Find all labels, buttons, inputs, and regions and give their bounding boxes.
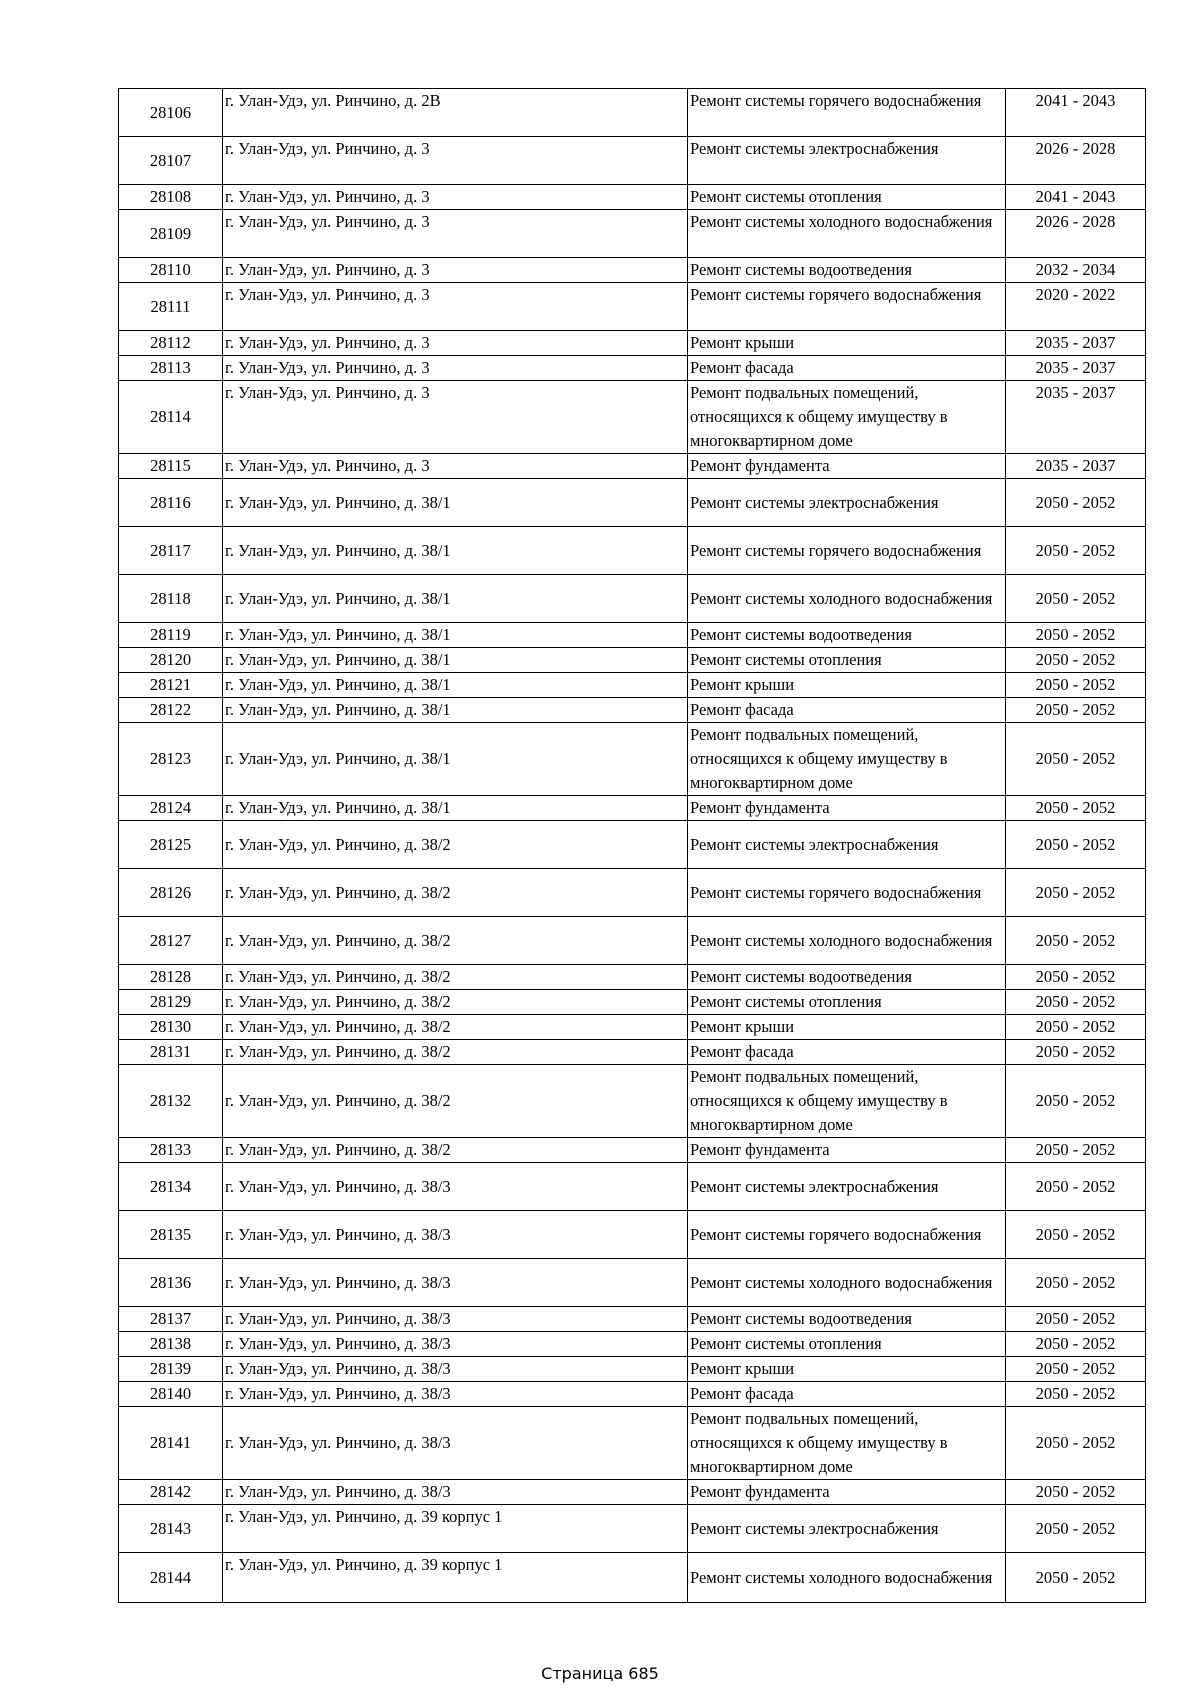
work-type-cell: Ремонт фундамента [688, 796, 1006, 821]
years-cell: 2041 - 2043 [1006, 89, 1146, 137]
page-number: Страница 685 [541, 1664, 659, 1683]
years-cell: 2026 - 2028 [1006, 210, 1146, 258]
years-cell: 2050 - 2052 [1006, 917, 1146, 965]
years-cell: 2050 - 2052 [1006, 1505, 1146, 1553]
address-cell: г. Улан-Удэ, ул. Ринчино, д. 38/3 [223, 1259, 688, 1307]
address-cell: г. Улан-Удэ, ул. Ринчино, д. 3 [223, 283, 688, 331]
years-cell: 2050 - 2052 [1006, 1015, 1146, 1040]
years-cell: 2035 - 2037 [1006, 381, 1146, 454]
table-row [119, 723, 1146, 796]
years-cell: 2050 - 2052 [1006, 1040, 1146, 1065]
address-cell: г. Улан-Удэ, ул. Ринчино, д. 38/3 [223, 1382, 688, 1407]
years-cell: 2050 - 2052 [1006, 965, 1146, 990]
work-type-cell: Ремонт системы водоотведения [688, 623, 1006, 648]
row-number: 28106 [119, 89, 223, 137]
row-number: 28113 [119, 356, 223, 381]
repair-schedule-table [118, 88, 1146, 1603]
row-number: 28143 [119, 1505, 223, 1553]
work-type-cell: Ремонт системы водоотведения [688, 965, 1006, 990]
row-number: 28115 [119, 454, 223, 479]
address-cell: г. Улан-Удэ, ул. Ринчино, д. 38/2 [223, 821, 688, 869]
address-cell: г. Улан-Удэ, ул. Ринчино, д. 38/2 [223, 1040, 688, 1065]
table-row [119, 990, 1146, 1015]
table-row [119, 1138, 1146, 1163]
row-number: 28119 [119, 623, 223, 648]
table-row [119, 1357, 1146, 1382]
row-number: 28125 [119, 821, 223, 869]
row-number: 28136 [119, 1259, 223, 1307]
address-cell: г. Улан-Удэ, ул. Ринчино, д. 3 [223, 381, 688, 454]
years-cell: 2035 - 2037 [1006, 356, 1146, 381]
work-type-cell: Ремонт системы холодного водоснабжения [688, 917, 1006, 965]
work-type-cell: Ремонт системы электроснабжения [688, 1163, 1006, 1211]
years-cell: 2050 - 2052 [1006, 1163, 1146, 1211]
years-cell: 2050 - 2052 [1006, 1357, 1146, 1382]
address-cell: г. Улан-Удэ, ул. Ринчино, д. 38/1 [223, 796, 688, 821]
table-row [119, 356, 1146, 381]
work-type-cell: Ремонт системы водоотведения [688, 1307, 1006, 1332]
row-number: 28122 [119, 698, 223, 723]
address-cell: г. Улан-Удэ, ул. Ринчино, д. 3 [223, 258, 688, 283]
table-row [119, 381, 1146, 454]
table-row [119, 185, 1146, 210]
years-cell: 2050 - 2052 [1006, 723, 1146, 796]
work-type-cell: Ремонт системы электроснабжения [688, 479, 1006, 527]
work-type-cell: Ремонт фундамента [688, 454, 1006, 479]
years-cell: 2041 - 2043 [1006, 185, 1146, 210]
table-row [119, 527, 1146, 575]
table-row [119, 1040, 1146, 1065]
table-row [119, 869, 1146, 917]
years-cell: 2050 - 2052 [1006, 821, 1146, 869]
work-type-cell: Ремонт системы горячего водоснабжения [688, 89, 1006, 137]
address-cell: г. Улан-Удэ, ул. Ринчино, д. 38/3 [223, 1407, 688, 1480]
work-type-cell: Ремонт системы отопления [688, 990, 1006, 1015]
work-type-cell: Ремонт системы горячего водоснабжения [688, 869, 1006, 917]
work-type-cell: Ремонт крыши [688, 1357, 1006, 1382]
years-cell: 2050 - 2052 [1006, 990, 1146, 1015]
address-cell: г. Улан-Удэ, ул. Ринчино, д. 38/3 [223, 1357, 688, 1382]
row-number: 28138 [119, 1332, 223, 1357]
address-cell: г. Улан-Удэ, ул. Ринчино, д. 38/2 [223, 990, 688, 1015]
table-row [119, 331, 1146, 356]
work-type-cell: Ремонт крыши [688, 1015, 1006, 1040]
work-type-cell: Ремонт фундамента [688, 1138, 1006, 1163]
work-type-cell: Ремонт системы холодного водоснабжения [688, 210, 1006, 258]
table-row [119, 454, 1146, 479]
table-row [119, 1505, 1146, 1553]
work-type-cell: Ремонт подвальных помещений, относящихся к общему имуществу в многоквартирном доме [688, 381, 1006, 454]
address-cell: г. Улан-Удэ, ул. Ринчино, д. 38/3 [223, 1480, 688, 1505]
table-row [119, 210, 1146, 258]
row-number: 28139 [119, 1357, 223, 1382]
table-row [119, 1307, 1146, 1332]
table-row [119, 821, 1146, 869]
row-number: 28120 [119, 648, 223, 673]
table-row [119, 283, 1146, 331]
row-number: 28121 [119, 673, 223, 698]
years-cell: 2050 - 2052 [1006, 479, 1146, 527]
address-cell: г. Улан-Удэ, ул. Ринчино, д. 38/2 [223, 1015, 688, 1040]
years-cell: 2050 - 2052 [1006, 1065, 1146, 1138]
table-row [119, 89, 1146, 137]
table-row [119, 648, 1146, 673]
table-row [119, 575, 1146, 623]
address-cell: г. Улан-Удэ, ул. Ринчино, д. 38/2 [223, 917, 688, 965]
address-cell: г. Улан-Удэ, ул. Ринчино, д. 3 [223, 454, 688, 479]
years-cell: 2050 - 2052 [1006, 1211, 1146, 1259]
address-cell: г. Улан-Удэ, ул. Ринчино, д. 38/1 [223, 723, 688, 796]
address-cell: г. Улан-Удэ, ул. Ринчино, д. 3 [223, 356, 688, 381]
address-cell: г. Улан-Удэ, ул. Ринчино, д. 38/2 [223, 1138, 688, 1163]
years-cell: 2050 - 2052 [1006, 1138, 1146, 1163]
row-number: 28109 [119, 210, 223, 258]
table-row [119, 623, 1146, 648]
years-cell: 2035 - 2037 [1006, 454, 1146, 479]
work-type-cell: Ремонт фундамента [688, 1480, 1006, 1505]
work-type-cell: Ремонт системы электроснабжения [688, 137, 1006, 185]
work-type-cell: Ремонт системы холодного водоснабжения [688, 1259, 1006, 1307]
address-cell: г. Улан-Удэ, ул. Ринчино, д. 38/1 [223, 673, 688, 698]
years-cell: 2050 - 2052 [1006, 527, 1146, 575]
row-number: 28137 [119, 1307, 223, 1332]
row-number: 28140 [119, 1382, 223, 1407]
row-number: 28130 [119, 1015, 223, 1040]
years-cell: 2050 - 2052 [1006, 1553, 1146, 1603]
table-row [119, 917, 1146, 965]
years-cell: 2050 - 2052 [1006, 623, 1146, 648]
years-cell: 2050 - 2052 [1006, 1382, 1146, 1407]
years-cell: 2050 - 2052 [1006, 1407, 1146, 1480]
address-cell: г. Улан-Удэ, ул. Ринчино, д. 38/1 [223, 648, 688, 673]
work-type-cell: Ремонт системы отопления [688, 1332, 1006, 1357]
address-cell: г. Улан-Удэ, ул. Ринчино, д. 38/3 [223, 1211, 688, 1259]
row-number: 28142 [119, 1480, 223, 1505]
row-number: 28112 [119, 331, 223, 356]
work-type-cell: Ремонт системы горячего водоснабжения [688, 1211, 1006, 1259]
address-cell: г. Улан-Удэ, ул. Ринчино, д. 39 корпус 1 [223, 1553, 688, 1603]
work-type-cell: Ремонт системы отопления [688, 185, 1006, 210]
work-type-cell: Ремонт фасада [688, 698, 1006, 723]
table-row [119, 698, 1146, 723]
work-type-cell: Ремонт подвальных помещений, относящихся к общему имуществу в многоквартирном доме [688, 1407, 1006, 1480]
row-number: 28129 [119, 990, 223, 1015]
table-row [119, 1163, 1146, 1211]
address-cell: г. Улан-Удэ, ул. Ринчино, д. 39 корпус 1 [223, 1505, 688, 1553]
row-number: 28144 [119, 1553, 223, 1603]
table-row [119, 258, 1146, 283]
table-row [119, 1480, 1146, 1505]
work-type-cell: Ремонт подвальных помещений, относящихся к общему имуществу в многоквартирном доме [688, 1065, 1006, 1138]
address-cell: г. Улан-Удэ, ул. Ринчино, д. 38/2 [223, 1065, 688, 1138]
address-cell: г. Улан-Удэ, ул. Ринчино, д. 3 [223, 331, 688, 356]
address-cell: г. Улан-Удэ, ул. Ринчино, д. 38/3 [223, 1332, 688, 1357]
row-number: 28134 [119, 1163, 223, 1211]
row-number: 28135 [119, 1211, 223, 1259]
address-cell: г. Улан-Удэ, ул. Ринчино, д. 38/3 [223, 1163, 688, 1211]
row-number: 28127 [119, 917, 223, 965]
work-type-cell: Ремонт фасада [688, 356, 1006, 381]
work-type-cell: Ремонт системы водоотведения [688, 258, 1006, 283]
address-cell: г. Улан-Удэ, ул. Ринчино, д. 38/2 [223, 869, 688, 917]
row-number: 28107 [119, 137, 223, 185]
table-row [119, 1211, 1146, 1259]
table-row [119, 673, 1146, 698]
table-row [119, 1015, 1146, 1040]
work-type-cell: Ремонт подвальных помещений, относящихся к общему имуществу в многоквартирном доме [688, 723, 1006, 796]
work-type-cell: Ремонт системы холодного водоснабжения [688, 575, 1006, 623]
address-cell: г. Улан-Удэ, ул. Ринчино, д. 3 [223, 137, 688, 185]
years-cell: 2050 - 2052 [1006, 648, 1146, 673]
years-cell: 2020 - 2022 [1006, 283, 1146, 331]
table-row [119, 1382, 1146, 1407]
work-type-cell: Ремонт системы горячего водоснабжения [688, 527, 1006, 575]
table-body [119, 89, 1146, 1603]
row-number: 28124 [119, 796, 223, 821]
table-row [119, 1259, 1146, 1307]
table-row [119, 1065, 1146, 1138]
work-type-cell: Ремонт системы электроснабжения [688, 821, 1006, 869]
years-cell: 2050 - 2052 [1006, 1307, 1146, 1332]
table-row [119, 1407, 1146, 1480]
address-cell: г. Улан-Удэ, ул. Ринчино, д. 3 [223, 185, 688, 210]
row-number: 28133 [119, 1138, 223, 1163]
row-number: 28123 [119, 723, 223, 796]
years-cell: 2050 - 2052 [1006, 698, 1146, 723]
years-cell: 2050 - 2052 [1006, 1259, 1146, 1307]
row-number: 28118 [119, 575, 223, 623]
address-cell: г. Улан-Удэ, ул. Ринчино, д. 38/3 [223, 1307, 688, 1332]
table-row [119, 479, 1146, 527]
row-number: 28117 [119, 527, 223, 575]
row-number: 28114 [119, 381, 223, 454]
table-row [119, 965, 1146, 990]
row-number: 28141 [119, 1407, 223, 1480]
years-cell: 2050 - 2052 [1006, 796, 1146, 821]
address-cell: г. Улан-Удэ, ул. Ринчино, д. 38/2 [223, 965, 688, 990]
years-cell: 2050 - 2052 [1006, 673, 1146, 698]
years-cell: 2050 - 2052 [1006, 1480, 1146, 1505]
address-cell: г. Улан-Удэ, ул. Ринчино, д. 38/1 [223, 527, 688, 575]
address-cell: г. Улан-Удэ, ул. Ринчино, д. 3 [223, 210, 688, 258]
work-type-cell: Ремонт фасада [688, 1040, 1006, 1065]
years-cell: 2035 - 2037 [1006, 331, 1146, 356]
address-cell: г. Улан-Удэ, ул. Ринчино, д. 2В [223, 89, 688, 137]
years-cell: 2050 - 2052 [1006, 869, 1146, 917]
address-cell: г. Улан-Удэ, ул. Ринчино, д. 38/1 [223, 479, 688, 527]
row-number: 28116 [119, 479, 223, 527]
work-type-cell: Ремонт фасада [688, 1382, 1006, 1407]
row-number: 28128 [119, 965, 223, 990]
table-row [119, 1553, 1146, 1603]
work-type-cell: Ремонт системы отопления [688, 648, 1006, 673]
row-number: 28132 [119, 1065, 223, 1138]
row-number: 28111 [119, 283, 223, 331]
address-cell: г. Улан-Удэ, ул. Ринчино, д. 38/1 [223, 575, 688, 623]
row-number: 28110 [119, 258, 223, 283]
work-type-cell: Ремонт крыши [688, 331, 1006, 356]
table-row [119, 137, 1146, 185]
row-number: 28126 [119, 869, 223, 917]
years-cell: 2050 - 2052 [1006, 1332, 1146, 1357]
table-row [119, 1332, 1146, 1357]
work-type-cell: Ремонт крыши [688, 673, 1006, 698]
row-number: 28131 [119, 1040, 223, 1065]
years-cell: 2032 - 2034 [1006, 258, 1146, 283]
address-cell: г. Улан-Удэ, ул. Ринчино, д. 38/1 [223, 623, 688, 648]
table-row [119, 796, 1146, 821]
work-type-cell: Ремонт системы горячего водоснабжения [688, 283, 1006, 331]
work-type-cell: Ремонт системы электроснабжения [688, 1505, 1006, 1553]
work-type-cell: Ремонт системы холодного водоснабжения [688, 1553, 1006, 1603]
row-number: 28108 [119, 185, 223, 210]
address-cell: г. Улан-Удэ, ул. Ринчино, д. 38/1 [223, 698, 688, 723]
years-cell: 2026 - 2028 [1006, 137, 1146, 185]
years-cell: 2050 - 2052 [1006, 575, 1146, 623]
